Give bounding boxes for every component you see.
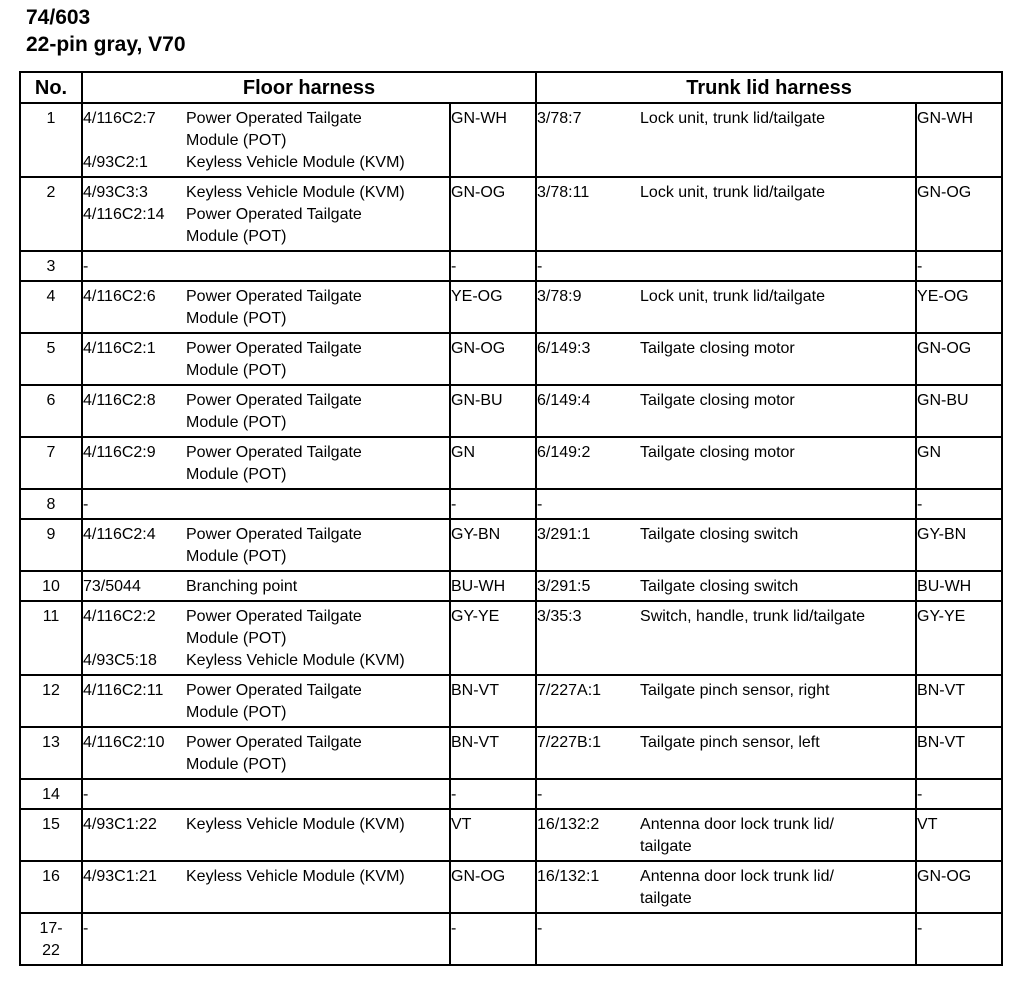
component-code: 4/93C1:22 [83,816,157,833]
trunk-wire-color: - [916,251,1002,281]
pin-number: 2 [20,177,82,251]
trunk-harness-cell [536,281,916,333]
floor-harness-entry [83,524,449,568]
table-row [20,281,1002,333]
floor-harness-cell [82,177,450,251]
component-name [186,784,449,806]
component-name: Power Operated Tailgate Module (POT) [186,734,362,773]
component-code: 3/78:7 [537,110,582,127]
component-name [640,494,915,516]
floor-harness-cell [82,103,450,177]
table-row [20,861,1002,913]
trunk-harness-cell [536,437,916,489]
component-code: - [83,920,89,937]
trunk-wire-color: GN-OG [916,333,1002,385]
pin-number: 13 [20,727,82,779]
trunk-wire-color: - [916,913,1002,965]
component-name: Keyless Vehicle Module (KVM) [186,816,405,833]
trunk-harness-cell [536,913,916,965]
floor-harness-entry [83,650,449,672]
trunk-wire-color: GN-BU [916,385,1002,437]
trunk-harness-entry [537,606,915,628]
pin-number: 10 [20,571,82,601]
trunk-harness-cell [536,385,916,437]
component-code: 4/116C2:14 [83,206,165,223]
component-code: 6/149:2 [537,444,591,461]
trunk-wire-color: VT [916,809,1002,861]
component-name: Power Operated Tailgate Module (POT) [186,110,362,149]
floor-harness-entry [83,182,449,204]
trunk-harness-cell [536,103,916,177]
pinout-table [19,71,1003,966]
floor-harness-entry [83,256,449,278]
table-row [20,675,1002,727]
table-body [20,103,1002,965]
pin-number: 5 [20,333,82,385]
pin-number: 8 [20,489,82,519]
component-name: Power Operated Tailgate Module (POT) [186,682,362,721]
component-name: Tailgate closing switch [640,578,799,595]
table-row [20,385,1002,437]
floor-harness-cell [82,333,450,385]
floor-harness-cell [82,489,450,519]
floor-harness-entry [83,866,449,888]
trunk-harness-cell [536,519,916,571]
floor-wire-color: - [450,251,536,281]
component-name [640,918,915,940]
trunk-harness-cell [536,177,916,251]
component-name: Keyless Vehicle Module (KVM) [186,868,405,885]
floor-wire-color: GY-YE [450,601,536,675]
pin-number: 16 [20,861,82,913]
floor-harness-cell [82,861,450,913]
trunk-harness-cell [536,675,916,727]
component-name: Keyless Vehicle Module (KVM) [186,184,405,201]
component-code: - [83,786,89,803]
floor-harness-entry [83,918,449,940]
pin-number: 7 [20,437,82,489]
trunk-wire-color: GY-YE [916,601,1002,675]
floor-harness-entry [83,338,449,382]
trunk-harness-entry [537,866,915,910]
component-name: Power Operated Tailgate Module (POT) [186,444,362,483]
component-code: 4/116C2:10 [83,734,165,751]
table-header-row [20,72,1002,103]
component-code: 6/149:3 [537,340,591,357]
trunk-wire-color: GN [916,437,1002,489]
component-name: Branching point [186,578,298,595]
floor-harness-entry [83,152,449,174]
trunk-wire-color: GN-OG [916,177,1002,251]
trunk-harness-cell [536,779,916,809]
component-code: 4/116C2:11 [83,682,164,699]
trunk-harness-entry [537,576,915,598]
floor-harness-cell [82,601,450,675]
table-row [20,103,1002,177]
trunk-harness-entry [537,524,915,546]
trunk-harness-entry [537,390,915,412]
floor-harness-cell [82,385,450,437]
component-code: 4/116C2:2 [83,608,156,625]
component-code: 4/116C2:9 [83,444,156,461]
trunk-wire-color: GN-OG [916,861,1002,913]
component-code: 7/227B:1 [537,734,602,751]
floor-wire-color: VT [450,809,536,861]
trunk-harness-entry [537,286,915,308]
floor-harness-entry [83,680,449,724]
floor-harness-entry [83,494,449,516]
floor-harness-cell [82,437,450,489]
floor-wire-color: GN-OG [450,333,536,385]
component-code: 4/116C2:8 [83,392,156,409]
floor-wire-color: GY-BN [450,519,536,571]
table-row [20,437,1002,489]
trunk-harness-cell [536,727,916,779]
component-name [186,494,449,516]
trunk-harness-cell [536,809,916,861]
component-name: Power Operated Tailgate Module (POT) [186,206,362,245]
component-name: Lock unit, trunk lid/tailgate [640,110,826,127]
trunk-harness-entry [537,814,915,858]
floor-harness-entry [83,442,449,486]
component-name: Tailgate closing motor [640,444,795,461]
trunk-harness-cell [536,571,916,601]
floor-harness-entry [83,576,449,598]
floor-harness-entry [83,286,449,330]
floor-wire-color: - [450,913,536,965]
trunk-harness-entry [537,256,915,278]
component-code: 3/291:1 [537,526,591,543]
trunk-harness-entry [537,680,915,702]
floor-wire-color: - [450,779,536,809]
floor-harness-cell [82,251,450,281]
component-code: 6/149:4 [537,392,591,409]
component-code: 4/93C1:21 [83,868,157,885]
table-row [20,809,1002,861]
pin-number: 3 [20,251,82,281]
trunk-wire-color: GN-WH [916,103,1002,177]
trunk-harness-entry [537,732,915,754]
floor-harness-entry [83,606,449,650]
component-code: 3/78:9 [537,288,582,305]
component-code: 4/116C2:6 [83,288,156,305]
trunk-wire-color: BN-VT [916,675,1002,727]
floor-wire-color: - [450,489,536,519]
trunk-harness-cell [536,251,916,281]
floor-wire-color: GN-WH [450,103,536,177]
trunk-harness-entry [537,784,915,806]
connector-description: 22-pin gray, V70 [26,33,186,56]
trunk-wire-color: - [916,779,1002,809]
floor-harness-cell [82,675,450,727]
trunk-wire-color: BU-WH [916,571,1002,601]
pin-number: 11 [20,601,82,675]
component-code: 4/93C5:18 [83,652,157,669]
trunk-wire-color: BN-VT [916,727,1002,779]
trunk-harness-entry [537,108,915,130]
floor-wire-color: GN [450,437,536,489]
component-name [186,918,449,940]
floor-wire-color: GN-OG [450,177,536,251]
component-name: Power Operated Tailgate Module (POT) [186,392,362,431]
component-name: Antenna door lock trunk lid/ tailgate [640,868,834,907]
floor-wire-color: GN-BU [450,385,536,437]
component-name: Antenna door lock trunk lid/ tailgate [640,816,834,855]
component-code: 4/116C2:1 [83,340,156,357]
component-name: Power Operated Tailgate Module (POT) [186,288,362,327]
trunk-harness-entry [537,442,915,464]
trunk-harness-entry [537,338,915,360]
table-row [20,779,1002,809]
component-code: - [537,496,543,513]
floor-harness-entry [83,204,449,248]
trunk-harness-entry [537,182,915,204]
component-code: - [537,258,543,275]
component-code: 73/5044 [83,578,141,595]
floor-harness-entry [83,390,449,434]
floor-harness-cell [82,571,450,601]
component-name: Switch, handle, trunk lid/tailgate [640,608,866,625]
trunk-harness-entry [537,494,915,516]
component-code: - [83,496,89,513]
component-name [186,256,449,278]
component-name: Power Operated Tailgate Module (POT) [186,608,362,647]
component-name: Keyless Vehicle Module (KVM) [186,652,405,669]
component-name: Tailgate closing motor [640,340,795,357]
table-row [20,913,1002,965]
floor-harness-cell [82,809,450,861]
component-code: 7/227A:1 [537,682,602,699]
floor-harness-cell [82,519,450,571]
connector-number: 74/603 [26,6,91,29]
trunk-wire-color: GY-BN [916,519,1002,571]
header-floor-harness: Floor harness [82,72,536,103]
table-row [20,333,1002,385]
floor-wire-color: BN-VT [450,675,536,727]
component-code: - [83,258,89,275]
trunk-harness-cell [536,489,916,519]
floor-harness-entry [83,784,449,806]
component-name: Keyless Vehicle Module (KVM) [186,154,405,171]
floor-harness-entry [83,108,449,152]
pin-number: 14 [20,779,82,809]
floor-wire-color: YE-OG [450,281,536,333]
table-row [20,727,1002,779]
table-row [20,251,1002,281]
table-row [20,489,1002,519]
floor-wire-color: GN-OG [450,861,536,913]
trunk-wire-color: YE-OG [916,281,1002,333]
component-name: Power Operated Tailgate Module (POT) [186,340,362,379]
pin-number: 15 [20,809,82,861]
table-row [20,571,1002,601]
pin-number: 12 [20,675,82,727]
component-code: 16/132:2 [537,816,600,833]
component-name: Lock unit, trunk lid/tailgate [640,288,826,305]
component-code: - [537,786,543,803]
header-no: No. [20,72,82,103]
floor-harness-entry [83,732,449,776]
component-name [640,256,915,278]
table-row [20,519,1002,571]
pin-number: 6 [20,385,82,437]
component-code: 3/35:3 [537,608,582,625]
component-name: Power Operated Tailgate Module (POT) [186,526,362,565]
floor-harness-entry [83,814,449,836]
floor-wire-color: BU-WH [450,571,536,601]
pin-number: 4 [20,281,82,333]
floor-wire-color: BN-VT [450,727,536,779]
table-row [20,177,1002,251]
trunk-harness-cell [536,601,916,675]
trunk-harness-cell [536,861,916,913]
component-code: 3/291:5 [537,578,591,595]
floor-harness-cell [82,913,450,965]
trunk-harness-cell [536,333,916,385]
trunk-wire-color: - [916,489,1002,519]
floor-harness-cell [82,727,450,779]
pin-number: 9 [20,519,82,571]
trunk-harness-entry [537,918,915,940]
component-name [640,784,915,806]
pin-number: 17-22 [20,913,82,965]
component-name: Tailgate pinch sensor, left [640,734,820,751]
component-name: Tailgate closing switch [640,526,799,543]
header-trunk-lid-harness: Trunk lid harness [536,72,1002,103]
component-name: Lock unit, trunk lid/tailgate [640,184,826,201]
component-code: 4/116C2:4 [83,526,156,543]
floor-harness-cell [82,281,450,333]
component-code: 4/93C3:3 [83,184,148,201]
component-name: Tailgate pinch sensor, right [640,682,830,699]
pin-number: 1 [20,103,82,177]
table-row [20,601,1002,675]
component-code: 4/116C2:7 [83,110,156,127]
component-code: - [537,920,543,937]
component-code: 3/78:11 [537,184,590,201]
document-header [26,4,186,58]
component-name: Tailgate closing motor [640,392,795,409]
component-code: 16/132:1 [537,868,600,885]
component-code: 4/93C2:1 [83,154,148,171]
floor-harness-cell [82,779,450,809]
